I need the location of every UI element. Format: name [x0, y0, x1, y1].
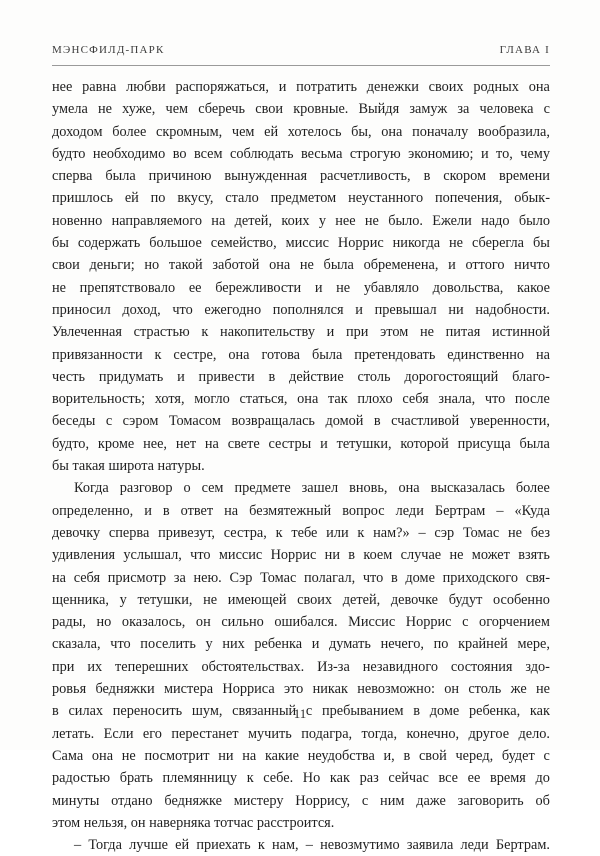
running-head	[52, 44, 550, 60]
text-line: удивления услышал, что миссис Норрис ни в коем случае не может взять	[52, 547, 550, 564]
text-line: минуты отдано бедняжке мистеру Норрису, с ним даже заговорить об	[52, 792, 550, 809]
text-line: новенно направляемого на детей, коих у нее не было. Ежели надо было	[52, 212, 550, 229]
text-line: ворительность; хотя, могло статься, она так плохо себя знала, что после	[52, 391, 550, 408]
text-line: щенника, у тетушки, не имеющей своих детей, девочке будут особенно	[52, 591, 550, 608]
text-line: девочку сперва привезут, сестра, к тебе или к нам?» – сэр Томас не без	[52, 524, 550, 541]
text-line: Когда разговор о сем предмете зашел вновь, она высказалась более	[74, 480, 550, 497]
text-line: летать. Если его перестанет мучить подагра, тогда, конечно, другое дело.	[52, 725, 550, 742]
text-line: сказала, что поселить у них ребенка и думать нечего, по крайней мере,	[52, 636, 550, 653]
text-line: – Тогда лучше ей приехать к нам, – невозмутимо заявила леди Бертрам.	[74, 837, 550, 854]
text-line: в силах переносить шум, связанный с пребыванием в доме ребенка, как	[52, 703, 550, 720]
text-line: Сама она не посмотрит ни на какие неудобства и, в свой черед, будет с	[52, 747, 550, 764]
text-line: приносил доход, что ежегодно пополнялся и превышал ни надобности.	[52, 301, 550, 318]
text-line: не препятствовало ее бережливости и не убавляло довольства, какое	[52, 279, 550, 296]
text-line: умела не хуже, чем сберечь свои кровные. Выйдя замуж за человека с	[52, 101, 550, 118]
text-line: бы содержать большое семейство, миссис Норрис никогда не сберегла бы	[52, 235, 550, 252]
page-number: 11	[293, 706, 307, 721]
text-line: свои деньги; но такой заботой она не была обременена, и оттого ничто	[52, 257, 550, 274]
text-line: Увлеченная страстью к накопительству и при этом не питая истинной	[52, 324, 550, 341]
text-line: ровья бедняжки мистера Норриса это никак невозможно: он столь же не	[52, 681, 550, 698]
text-line: сперва была причиною вынужденная расчетливость, в скором времени	[52, 168, 550, 185]
text-line: привязанности к сестре, она готова была претендовать единственно на	[52, 346, 550, 363]
header-rule	[52, 65, 550, 66]
text-line: при их теперешних обстоятельствах. Из-за незавидного состояния здо-	[52, 658, 550, 675]
book-title: МЭНСФИЛД-ПАРК	[52, 44, 165, 56]
text-line: радостью брать племянницу к себе. Но как раз сейчас все ее время до	[52, 770, 550, 787]
text-line: честь придумать и привести в действие столь дорогостоящий благо-	[52, 368, 550, 385]
chapter-label: ГЛАВА I	[499, 44, 550, 56]
text-line: этом нельзя, он наверняка тотчас расстроится.	[52, 814, 335, 831]
text-line: пришлось ей по вкусу, стало предметом неустанного попечения, обык-	[52, 190, 550, 207]
body-text	[52, 76, 550, 856]
text-line: определенно, и в ответ на безмятежный вопрос леди Бертрам – «Куда	[52, 502, 550, 519]
text-line: доходом более скромным, чем ей хотелось бы, она поначалу вообразила,	[52, 123, 550, 140]
text-line: на себя присмотр за нею. Сэр Томас полагал, что в доме приходского свя-	[52, 569, 550, 586]
text-line: беседы с сэром Томасом возвращалась домой в счастливой уверенности,	[52, 413, 550, 430]
text-line: нее равна любви распоряжаться, и потратить денежки своих родных она	[52, 79, 550, 95]
text-line: будто необходимо во всем соблюдать весьма строгую экономию; и то, чему	[52, 145, 550, 162]
text-line: рады, но оказалось, он сильно ошибался. Миссис Норрис с огорчением	[52, 614, 550, 631]
text-line: бы такая широта натуры.	[52, 458, 205, 475]
text-line: будто, кроме нее, нет на свете сестры и тетушки, которой присуща была	[52, 435, 550, 452]
